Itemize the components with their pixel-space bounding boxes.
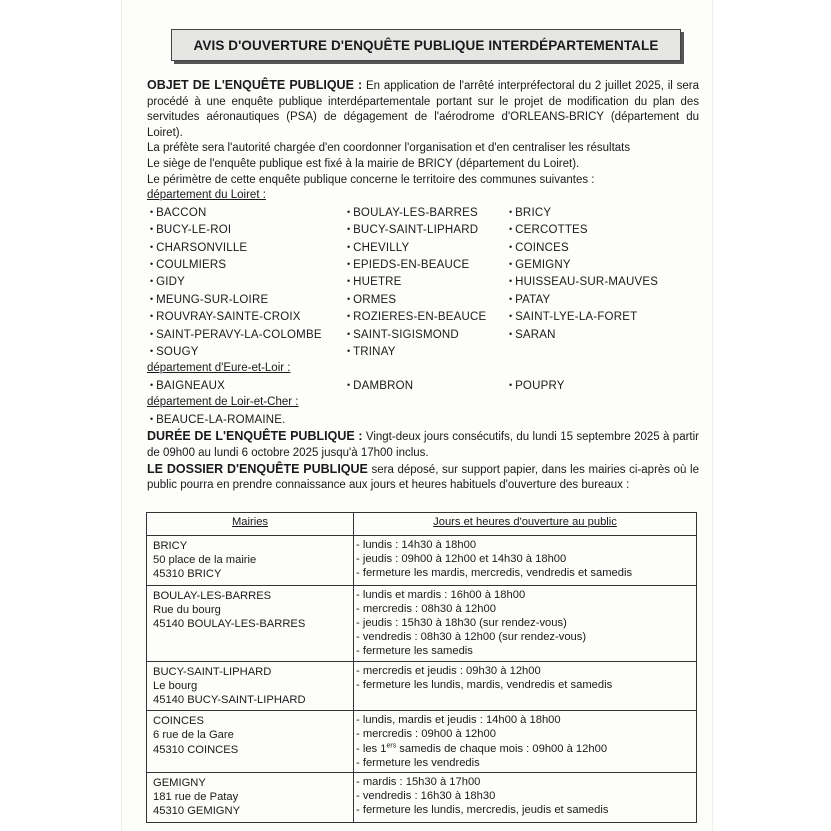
hours-line: - mercredis et jeudis : 09h30 à 12h00	[356, 664, 541, 677]
document-title: AVIS D'OUVERTURE D'ENQUÊTE PUBLIQUE INTERDÉPARTEMENTALE	[171, 29, 681, 61]
address-line: 181 rue de Patay	[153, 791, 239, 804]
mairies-table	[146, 512, 697, 823]
commune-item: • SAINT-PERAVY-LA-COLOMBE	[147, 326, 344, 343]
address-line: COINCES	[153, 715, 204, 728]
commune-list	[147, 411, 699, 428]
dossier-text: sera déposé, sur support papier, dans les mairies ci-après où le public pourra en prendre connaissance aux jours et heures habituels d'ouverture des bureaux :	[147, 463, 699, 492]
commune-item: • COINCES	[506, 239, 696, 256]
address-line: 45140 BUCY-SAINT-LIPHARD	[153, 694, 306, 707]
hours-line: - fermeture les samedis	[356, 645, 473, 658]
address-line: Le bourg	[153, 679, 198, 692]
objet-text: En application de l'arrêté interpréfectoral du 2 juillet 2025, il sera procédé à une enquête publique interdépartementale portant sur le projet de modification du plan des servitudes aéronautiques (PSA) de dégagement de l'aérodrome d'ORLEANS-BRICY (département du Loiret).	[147, 80, 699, 139]
hours-line: - vendredis : 08h30 à 12h00 (sur rendez-vous)	[356, 631, 587, 644]
mairie-address-cell	[147, 536, 354, 586]
hours-line: - lundis, mardis et jeudis : 14h00 à 18h00	[356, 714, 561, 727]
mairie-address-cell	[147, 773, 354, 823]
commune-item: • GIDY	[147, 273, 344, 290]
commune-item: • CHEVILLY	[344, 239, 506, 256]
address-line: BUCY-SAINT-LIPHARD	[153, 665, 272, 678]
commune-item: • BEAUCE-LA-ROMAINE.	[147, 411, 344, 428]
commune-item: • CHARSONVILLE	[147, 239, 344, 256]
hours-line: - mercredis : 09h00 à 12h00	[356, 728, 496, 741]
departement-label: département de Loir-et-Cher :	[147, 396, 299, 409]
mairie-address-cell	[147, 661, 354, 711]
duree-paragraph	[147, 429, 699, 461]
commune-item: • MEUNG-SUR-LOIRE	[147, 291, 344, 308]
departement-label: département du Loiret :	[147, 189, 266, 202]
hours-line: - jeudis : 15h30 à 18h30 (sur rendez-vous)	[356, 617, 567, 630]
commune-item: • HUETRE	[344, 273, 506, 290]
hours-line: - lundis : 14h30 à 18h00	[356, 539, 477, 551]
hours-line: - mercredis : 08h30 à 12h00	[356, 602, 496, 615]
objet-line-4: Le périmètre de cette enquête publique concerne le territoire des communes suivantes :	[147, 173, 595, 186]
commune-item: • GEMIGNY	[506, 256, 696, 273]
commune-item: • BUCY-LE-ROI	[147, 221, 344, 238]
table-row	[147, 661, 697, 711]
document-body	[147, 78, 699, 494]
address-line: BOULAY-LES-BARRES	[153, 589, 272, 602]
address-line: 50 place de la mairie	[153, 554, 257, 567]
objet-heading: OBJET DE L'ENQUÊTE PUBLIQUE :	[147, 78, 363, 92]
address-line: 45310 GEMIGNY	[153, 805, 241, 818]
hours-line: - fermeture les vendredis	[356, 756, 480, 769]
commune-item: • SAINT-SIGISMOND	[344, 326, 506, 343]
mairie-address-cell	[147, 711, 354, 773]
commune-item: • BACCON	[147, 204, 344, 221]
objet-line-3: Le siège de l'enquête publique est fixé à la mairie de BRICY (département du Loiret).	[147, 157, 580, 170]
commune-item: • HUISSEAU-SUR-MAUVES	[506, 273, 696, 290]
commune-item: • TRINAY	[344, 343, 506, 360]
commune-item: • SAINT-LYE-LA-FORET	[506, 308, 696, 325]
hours-line: - fermeture les lundis, mardis, vendredis et samedis	[356, 678, 613, 691]
commune-list	[147, 204, 699, 361]
commune-list	[147, 377, 699, 394]
commune-item: • BRICY	[506, 204, 696, 221]
hours-line: - jeudis : 09h00 à 12h00 et 14h30 à 18h00	[356, 553, 567, 566]
hours-line: - les 1ers samedis de chaque mois : 09h00 à 12h00	[356, 741, 608, 755]
address-line: BRICY	[153, 540, 188, 552]
commune-item: • SOUGY	[147, 343, 344, 360]
table-row	[147, 585, 697, 661]
commune-item: • EPIEDS-EN-BEAUCE	[344, 256, 506, 273]
header-mairies: Mairies	[147, 513, 354, 536]
commune-item: • SARAN	[506, 326, 696, 343]
opening-hours-cell	[354, 661, 697, 711]
hours-line: - fermeture les lundis, mercredis, jeudis et samedis	[356, 804, 609, 817]
commune-item: • POUPRY	[506, 377, 696, 394]
commune-item: • PATAY	[506, 291, 696, 308]
opening-hours-cell	[354, 773, 697, 823]
header-hours: Jours et heures d'ouverture au public	[354, 513, 697, 536]
departement-label: département d'Eure-et-Loir :	[147, 362, 291, 375]
table-header-row	[147, 513, 697, 536]
commune-item: • DAMBRON	[344, 377, 506, 394]
commune-item: • ROZIERES-EN-BEAUCE	[344, 308, 506, 325]
table-row	[147, 536, 697, 586]
dossier-paragraph	[147, 462, 699, 494]
table-row	[147, 711, 697, 773]
opening-hours-cell	[354, 711, 697, 773]
commune-item: • BUCY-SAINT-LIPHARD	[344, 221, 506, 238]
opening-hours-cell	[354, 585, 697, 661]
objet-line-2: La préfète sera l'autorité chargée d'en coordonner l'organisation et d'en centraliser les résultats	[147, 142, 631, 155]
mairie-address-cell	[147, 585, 354, 661]
commune-item: • BOULAY-LES-BARRES	[344, 204, 506, 221]
objet-paragraph	[147, 78, 699, 141]
address-line: 45310 COINCES	[153, 743, 239, 756]
hours-line: - fermeture les mardis, mercredis, vendredis et samedis	[356, 567, 633, 580]
commune-item: • ROUVRAY-SAINTE-CROIX	[147, 308, 344, 325]
hours-line: - lundis et mardis : 16h00 à 18h00	[356, 588, 526, 601]
table-row	[147, 773, 697, 823]
commune-item: • BAIGNEAUX	[147, 377, 344, 394]
address-line: 45140 BOULAY-LES-BARRES	[153, 618, 306, 631]
duree-heading: DURÉE DE L'ENQUÊTE PUBLIQUE :	[147, 429, 363, 444]
dossier-heading: LE DOSSIER D'ENQUÊTE PUBLIQUE	[147, 461, 368, 476]
hours-line: - mardis : 15h30 à 17h00	[356, 776, 481, 789]
commune-item: • CERCOTTES	[506, 221, 696, 238]
commune-item: • ORMES	[344, 291, 506, 308]
address-line: 45310 BRICY	[153, 568, 222, 581]
commune-item: • COULMIERS	[147, 256, 344, 273]
hours-line: - vendredis : 16h30 à 18h30	[356, 790, 496, 803]
opening-hours-cell	[354, 536, 697, 586]
address-line: GEMIGNY	[153, 777, 206, 790]
duree-text: Vingt-deux jours consécutifs, du lundi 15 septembre 2025 à partir de 09h00 au lundi 6 octobre 2025 jusqu'à 17h00 inclus.	[147, 431, 700, 459]
address-line: 6 rue de la Gare	[153, 729, 234, 742]
address-line: Rue du bourg	[153, 603, 221, 616]
